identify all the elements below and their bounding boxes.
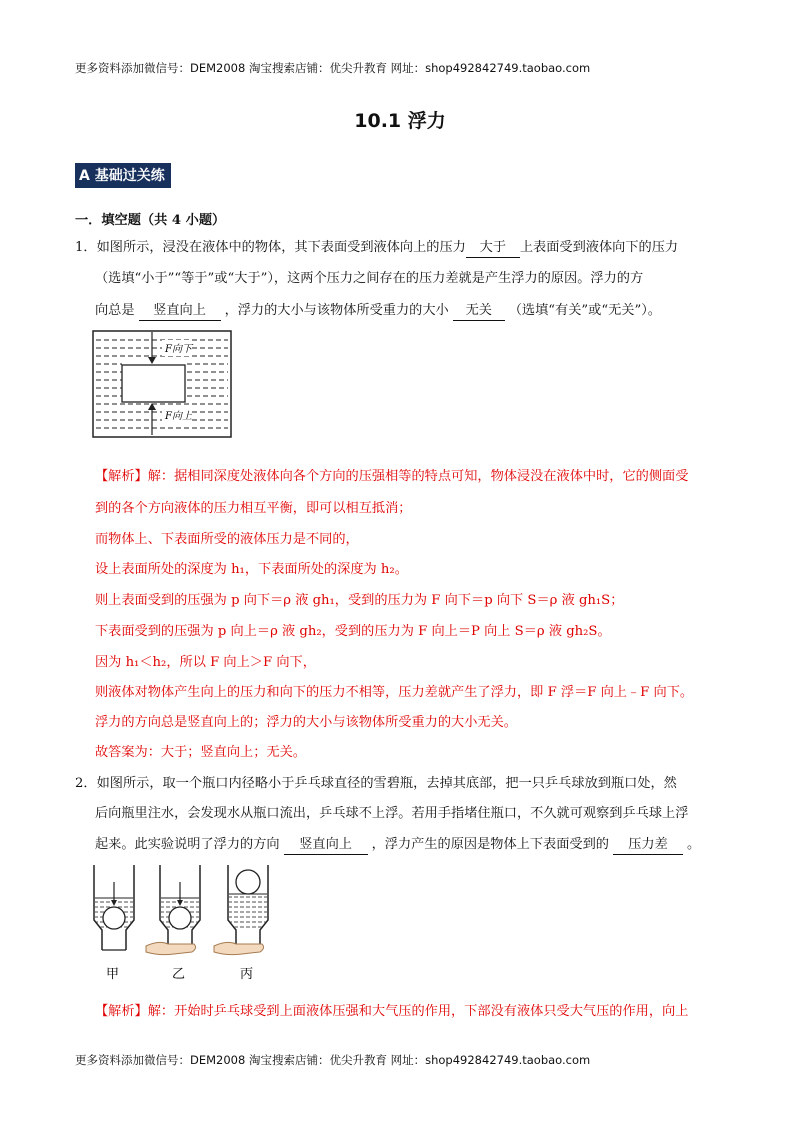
fig2-label-bing: 丙	[240, 967, 254, 982]
page-title: 10.1 浮力	[354, 110, 446, 132]
q1-blank-3: 无关	[453, 302, 505, 321]
a1-line-9: 浮力的方向总是竖直向上的；浮力的大小与该物体所受重力的大小无关。	[95, 715, 517, 730]
section-badge: A 基础过关练	[75, 163, 171, 188]
q1-figure	[92, 330, 232, 438]
q1-line-3: 向总是 竖直向上 ，浮力的大小与该物体所受重力的大小 无关 （选填“有关”或“无关”）。	[95, 302, 661, 321]
a2-line-1: 【解析】解：开始时乒乓球受到上面液体压强和大气压的作用，下部没有液体只受大气压的作用，向上	[95, 1004, 689, 1019]
q2-line-3: 起来。此实验说明了浮力的方向 竖直向上 ，浮力产生的原因是物体上下表面受到的 压力差 。	[95, 836, 700, 855]
q2-blank-1: 竖直向上	[284, 836, 368, 855]
subsection-heading: 一．填空题（共 4 小题）	[75, 213, 226, 228]
a1-line-1: 【解析】解：据相同深度处液体向各个方向的压强相等的特点可知，物体浸没在液体中时，它的侧面受	[95, 469, 689, 484]
fig1-label-up: F向上	[165, 411, 192, 422]
a1-line-3: 而物体上、下表面所受的液体压力是不同的，	[95, 532, 359, 547]
q1-line-1: 1．如图所示，浸没在液体中的物体，其下表面受到液体向上的压力 大于 上表面受到液体向下的压力	[75, 239, 678, 258]
q1-line-2: （选填“小于”“等于”或“大于”），这两个压力之间存在的压力差就是产生浮力的原因。浮力的方	[95, 271, 644, 286]
a1-line-4: 设上表面所处的深度为 h₁，下表面所处的深度为 h₂。	[95, 562, 408, 577]
page-footer: 更多资料添加微信号：DEM2008 淘宝搜索店铺：优尖升教育 网址：shop492842749.taobao.com	[75, 1053, 591, 1067]
fig2-label-jia: 甲	[106, 967, 120, 982]
a1-line-8: 则液体对物体产生向上的压力和向下的压力不相等，压力差就产生了浮力，即 F 浮＝F 向上﹣F 向下。	[95, 685, 694, 700]
q2-blank-2: 压力差	[613, 836, 683, 855]
fig2-label-yi: 乙	[172, 967, 186, 982]
q1-blank-1: 大于	[466, 239, 520, 258]
q1-blank-2: 竖直向上	[139, 302, 221, 321]
q2-line-1: 2．如图所示，取一个瓶口内径略小于乒乓球直径的雪碧瓶，去掉其底部，把一只乒乓球放到瓶口处，然	[75, 776, 677, 791]
fig1-label-down: F向下	[165, 344, 192, 355]
a1-line-2: 到的各个方向液体的压力相互平衡，即可以相互抵消；	[95, 501, 412, 516]
a1-line-7: 因为 h₁＜h₂，所以 F 向上＞F 向下，	[95, 655, 316, 670]
q2-line-2: 后向瓶里注水，会发现水从瓶口流出，乒乓球不上浮。若用手指堵住瓶口，不久就可观察到乒乓球上浮	[95, 806, 689, 821]
page-header: 更多资料添加微信号：DEM2008 淘宝搜索店铺：优尖升教育 网址：shop492842749.taobao.com	[75, 61, 591, 75]
a1-line-10: 故答案为：大于；竖直向上；无关。	[95, 745, 306, 760]
q2-figure	[88, 860, 288, 985]
a1-line-5: 则上表面受到的压强为 p 向下＝ρ 液 gh₁，受到的压力为 F 向下＝p 向下 S＝ρ 液 gh₁S；	[95, 593, 624, 608]
a1-line-6: 下表面受到的压强为 p 向上＝ρ 液 gh₂，受到的压力为 F 向上＝P 向上 S＝ρ 液 gh₂S。	[95, 624, 611, 639]
